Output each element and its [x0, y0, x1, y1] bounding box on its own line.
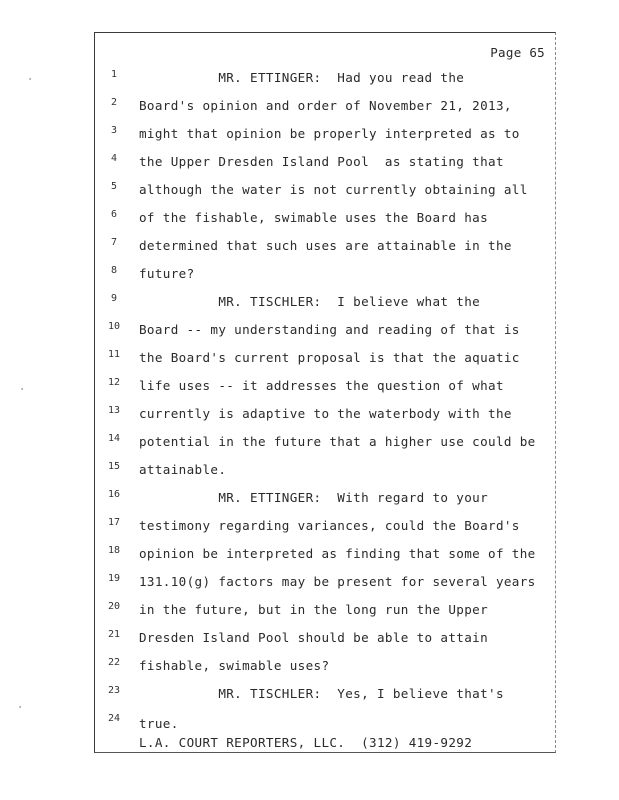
line-number: 19	[107, 573, 121, 584]
reporter-footer: L.A. COURT REPORTERS, LLC. (312) 419-9292	[139, 735, 473, 750]
line-number: 9	[110, 293, 118, 304]
line-number: 7	[110, 237, 118, 248]
scan-speck: ·	[16, 700, 25, 716]
line-number: 6	[110, 209, 118, 220]
line-number: 13	[107, 405, 121, 416]
line-text: fishable, swimable uses?	[139, 658, 330, 673]
line-text: 131.10(g) factors may be present for several years	[139, 574, 536, 589]
line-number: 5	[110, 181, 118, 192]
line-number: 1	[110, 69, 118, 80]
line-number: 11	[107, 349, 121, 360]
line-text: although the water is not currently obtaining all	[139, 182, 528, 197]
line-text: Board's opinion and order of November 21, 2013,	[139, 98, 512, 113]
line-number: 24	[107, 713, 121, 724]
line-text: opinion be interpreted as finding that some of the	[139, 546, 536, 561]
line-number: 12	[107, 377, 121, 388]
line-text: potential in the future that a higher use could be	[139, 434, 536, 449]
transcript-page	[94, 32, 556, 753]
line-number: 16	[107, 489, 121, 500]
page-number: Page 65	[490, 45, 545, 60]
line-number: 10	[107, 321, 121, 332]
line-text: testimony regarding variances, could the Board's	[139, 518, 520, 533]
line-text: MR. TISCHLER: I believe what the	[139, 294, 481, 309]
line-number: 21	[107, 629, 121, 640]
line-text: MR. ETTINGER: With regard to your	[139, 490, 489, 505]
line-text: in the future, but in the long run the Upper	[139, 602, 489, 617]
line-number: 4	[110, 153, 118, 164]
line-text: Dresden Island Pool should be able to attain	[139, 630, 489, 645]
line-text: life uses -- it addresses the question of what	[139, 378, 504, 393]
line-text: might that opinion be properly interpreted as to	[139, 126, 520, 141]
line-text: Board -- my understanding and reading of that is	[139, 322, 520, 337]
line-number: 3	[110, 125, 118, 136]
line-number: 14	[107, 433, 121, 444]
line-number: 2	[110, 97, 118, 108]
line-text: MR. ETTINGER: Had you read the	[139, 70, 465, 85]
line-number: 17	[107, 517, 121, 528]
line-text: future?	[139, 266, 195, 281]
scan-speck: ·	[26, 72, 35, 88]
line-number: 15	[107, 461, 121, 472]
line-text: of the fishable, swimable uses the Board has	[139, 210, 489, 225]
line-number: 22	[107, 657, 121, 668]
line-number: 8	[110, 265, 118, 276]
line-text: currently is adaptive to the waterbody with the	[139, 406, 512, 421]
line-text: the Upper Dresden Island Pool as stating that	[139, 154, 504, 169]
line-number: 20	[107, 601, 121, 612]
line-text: determined that such uses are attainable in the	[139, 238, 512, 253]
line-text: the Board's current proposal is that the aquatic	[139, 350, 520, 365]
line-text: MR. TISCHLER: Yes, I believe that's	[139, 686, 504, 701]
line-text: true.	[139, 716, 179, 731]
scan-speck: ·	[18, 382, 27, 398]
line-text: attainable.	[139, 462, 227, 477]
line-number: 18	[107, 545, 121, 556]
line-number: 23	[107, 685, 121, 696]
